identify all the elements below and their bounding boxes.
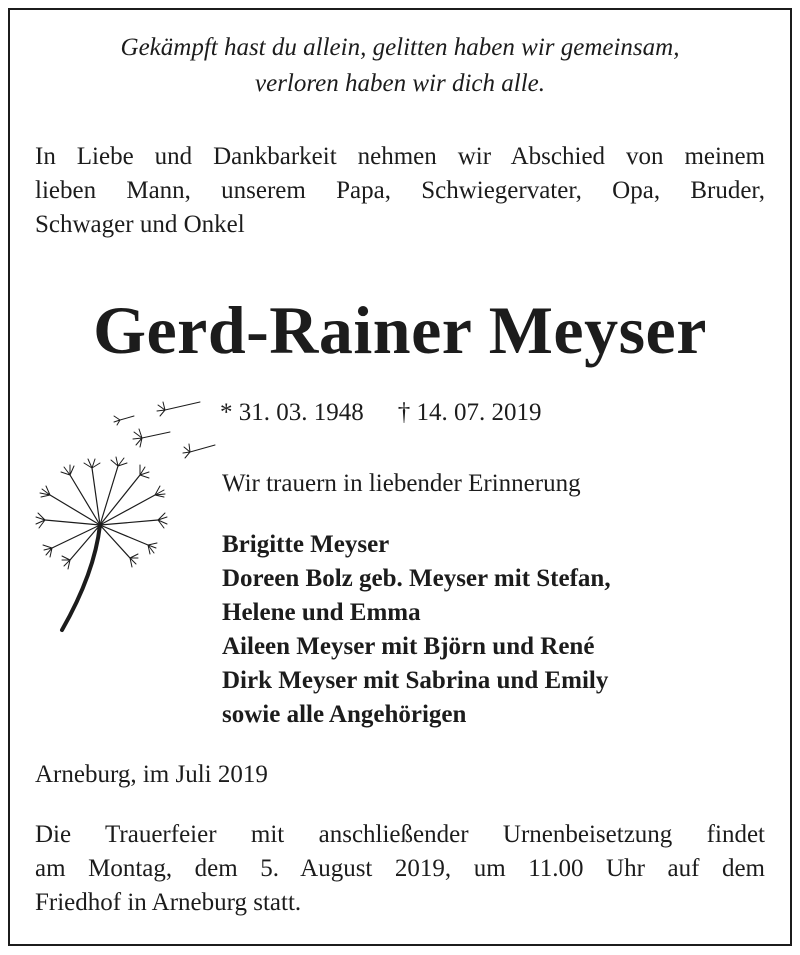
intro-text xyxy=(35,140,765,242)
death-date: † 14. 07. 2019 xyxy=(397,399,542,426)
life-dates xyxy=(220,396,542,430)
intro-line-2: lieben Mann, unserem Papa, Schwiegervater, Opa, Bruder, xyxy=(35,177,765,204)
intro-line-3: Schwager und Onkel xyxy=(35,211,245,238)
motto-line-2: verloren haben wir dich alle. xyxy=(255,70,545,97)
ceremony-line-2: am Montag, dem 5. August 2019, um 11.00 Uhr auf dem xyxy=(35,855,765,882)
place-date: Arneburg, im Juli 2019 xyxy=(35,761,268,788)
family-line: Helene und Emma xyxy=(222,599,421,626)
mourning-text: Wir trauern in liebender Erinnerung xyxy=(222,470,581,497)
deceased-name: Gerd-Rainer Meyser xyxy=(93,292,707,368)
motto xyxy=(0,30,800,102)
birth-date: * 31. 03. 1948 xyxy=(220,399,364,426)
dandelion-icon xyxy=(30,380,220,640)
intro-line-1: In Liebe und Dankbarkeit nehmen wir Abschied von meinem xyxy=(35,143,765,170)
family-line: Dirk Meyser mit Sabrina und Emily xyxy=(222,667,609,694)
ceremony-line-1: Die Trauerfeier mit anschließender Urnenbeisetzung findet xyxy=(35,821,765,848)
family-line: sowie alle Angehörigen xyxy=(222,701,467,728)
ceremony-line-3: Friedhof in Arneburg statt. xyxy=(35,889,302,916)
motto-line-1: Gekämpft hast du allein, gelitten haben wir gemeinsam, xyxy=(120,34,680,61)
family-line: Doreen Bolz geb. Meyser mit Stefan, xyxy=(222,565,611,592)
family-line: Aileen Meyser mit Björn und René xyxy=(222,633,595,660)
family-list xyxy=(222,528,611,732)
family-line: Brigitte Meyser xyxy=(222,531,390,558)
ceremony-text xyxy=(35,818,765,920)
